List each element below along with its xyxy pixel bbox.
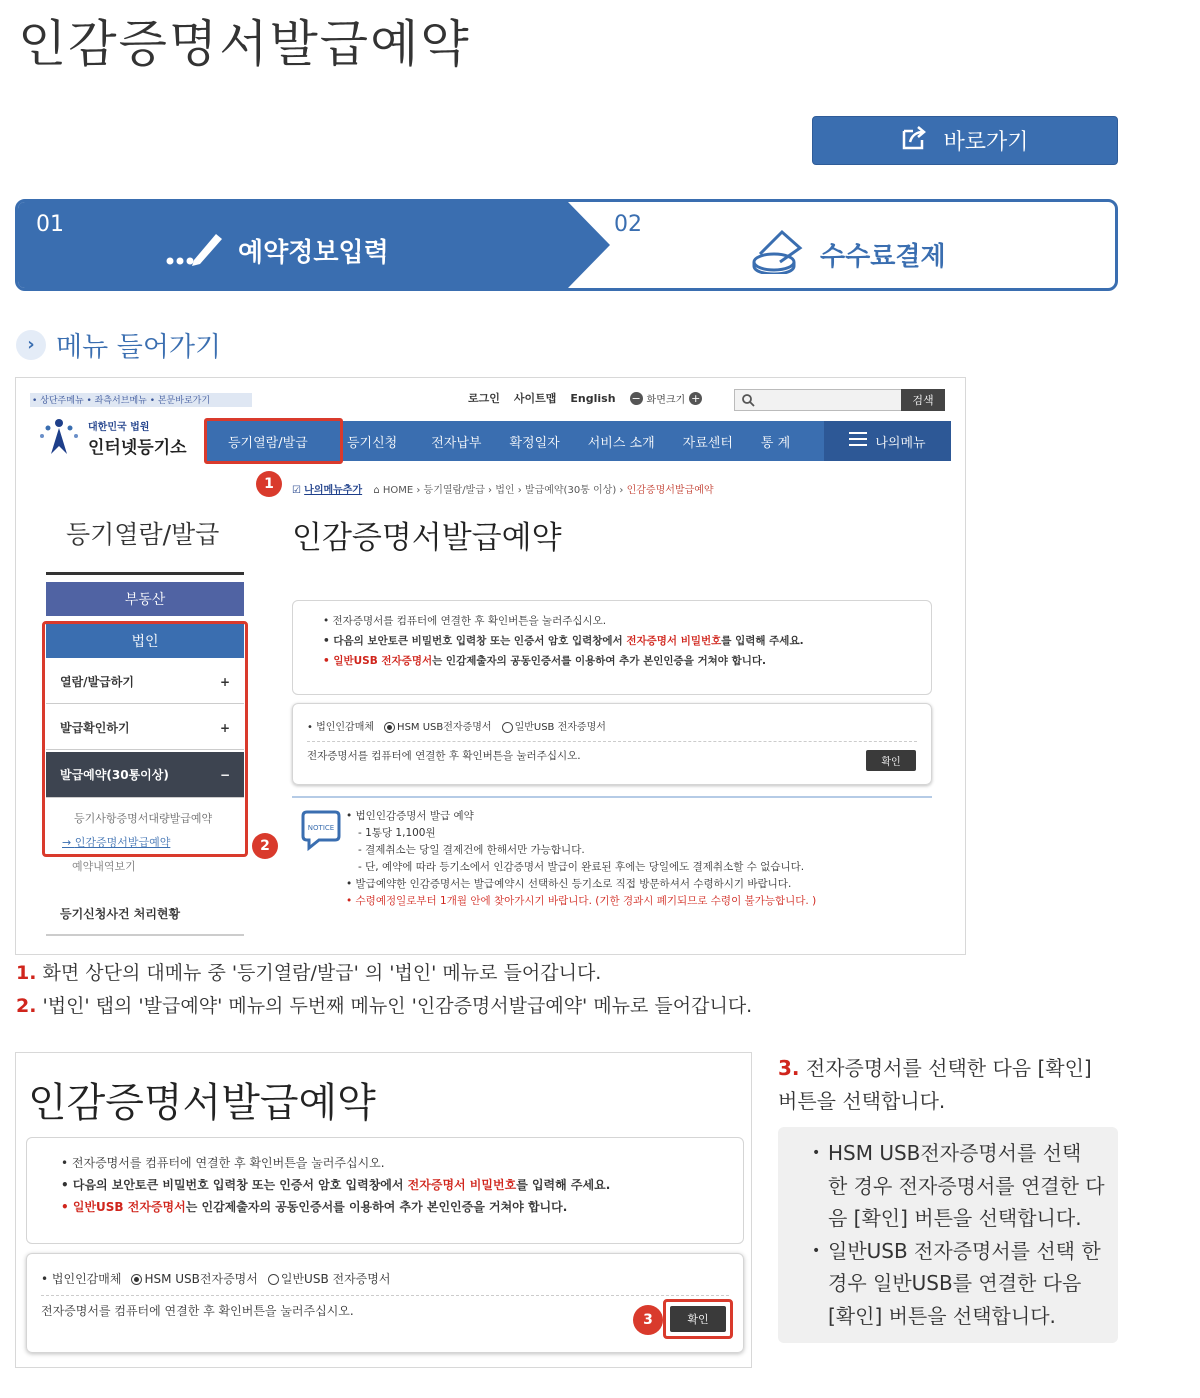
sitemap-link[interactable]: 사이트맵: [513, 392, 557, 405]
radio-hsm-usb[interactable]: [131, 1270, 257, 1287]
notes-list: [346, 808, 816, 910]
external-link-icon: [901, 125, 929, 157]
search-icon: [741, 392, 755, 411]
highlight-confirm: [663, 1299, 733, 1339]
radio-general-usb[interactable]: [502, 718, 606, 733]
info-line-2: [61, 1174, 709, 1196]
info-highlight: 전자증명서 비밀번호: [626, 635, 722, 647]
sidebar-tab-real-estate[interactable]: 부동산: [46, 582, 244, 616]
plus-icon: +: [219, 720, 230, 735]
info-text: • 다음의 보안토큰 비밀번호 입력창 또는 인증서 암호 입력창에서: [323, 635, 627, 647]
medium-row: [307, 718, 917, 733]
instruction-text: 전자증명서를 선택한 다음 [확인]: [799, 1056, 1092, 1080]
step-1-label: 예약정보입력: [238, 238, 389, 268]
content-title: 인감증명서발급예약: [28, 1080, 376, 1126]
info-text: 를 입력해 주세요.: [721, 635, 804, 647]
notice-icon: [299, 810, 343, 856]
note-item: - 결제취소는 당일 결제건에 한해서만 가능합니다.: [358, 844, 585, 856]
dashed-divider: [41, 1295, 729, 1296]
info-box: [292, 600, 932, 695]
step-2-label: 수수료결제: [820, 242, 946, 272]
section-divider: [292, 796, 932, 798]
step-1: [166, 228, 389, 273]
sidebar-item-label: 발급확인하기: [60, 721, 130, 735]
step-1-number: 01: [36, 212, 64, 237]
radio-hsm-label: HSM USB전자증명서: [397, 722, 492, 733]
chevron-right-icon: ›: [16, 330, 46, 360]
step-2: [750, 228, 946, 281]
top-links: [468, 390, 702, 406]
certificate-select-box: [292, 703, 932, 785]
highlight-sidebar-corporation: [42, 621, 248, 857]
instruction-3: [778, 1052, 1092, 1118]
note-item: - 단, 예약에 따라 등기소에서 인감증명서 발급이 완료된 후에는 당일에도 결제취소할 수 없습니다.: [358, 861, 805, 873]
nav-item-service-intro[interactable]: 서비스 소개: [587, 435, 655, 451]
sidebar-title: 등기열람/발급: [66, 520, 220, 549]
radio-general-usb[interactable]: [268, 1270, 391, 1287]
radio-empty-icon: [268, 1274, 279, 1285]
dashed-divider: [307, 741, 917, 742]
confirm-button[interactable]: 확인: [670, 1306, 726, 1332]
breadcrumb-path: HOME › 등기열람/발급 › 법인 › 발급예약(30통 이상) ›: [382, 485, 627, 496]
notice-label: NOTICE: [307, 824, 335, 832]
goto-button[interactable]: [812, 116, 1118, 165]
radio-selected-icon: [131, 1274, 142, 1285]
sidebar-divider: [46, 572, 244, 575]
skip-links[interactable]: • 상단주메뉴 • 좌측서브메뉴 • 본문바로가기: [30, 393, 252, 407]
highlight-nav-registry: [204, 418, 343, 464]
breadcrumb: [292, 481, 714, 496]
instruction-text: 화면 상단의 대메뉴 중 '등기열람/발급' 의 '법인' 메뉴로 들어갑니다.: [36, 962, 602, 984]
step-badge-2: 2: [252, 833, 278, 859]
pencil-icon: [166, 228, 226, 273]
nav-item-resource-center[interactable]: 자료센터: [682, 435, 733, 451]
tip-item: • 일반USB 전자증명서를 선택 한 경우 일반USB를 연결한 다음 [확인] 버튼을 선택합니다.: [808, 1235, 1106, 1333]
note-item: • 법인인감증명서 발급 예약: [346, 810, 474, 822]
info-text: • 다음의 보안토큰 비밀번호 입력창 또는 인증서 암호 입력창에서: [61, 1178, 408, 1192]
search-button[interactable]: 검색: [901, 389, 945, 411]
info-text: 는 인감제출자의 공동인증서를 이용하여 추가 본인인증을 거쳐야 합니다.: [185, 1200, 568, 1214]
note-item: - 1통당 1,100원: [358, 827, 436, 839]
connect-instruction: 전자증명서를 컴퓨터에 연결한 후 확인버튼을 눌러주십시오.: [41, 1304, 354, 1318]
screenshot-confirm: [15, 1052, 752, 1368]
instruction-number: 3.: [778, 1056, 800, 1080]
info-line-1: • 전자증명서를 컴퓨터에 연결한 후 확인버튼을 눌러주십시오.: [323, 615, 607, 627]
logo-small-text: 대한민국 법원: [88, 422, 150, 433]
sidebar-subitem-reservation-history[interactable]: 예약내역보기: [72, 860, 136, 873]
sidebar-subitem-seal-reservation[interactable]: → 인감증명서발급예약: [62, 836, 171, 849]
instruction-1: [16, 958, 601, 985]
radio-general-label: 일반USB 전자증명서: [280, 1272, 391, 1286]
info-line-3: [323, 651, 901, 671]
content-title: 인감증명서발급예약: [292, 520, 562, 556]
english-link[interactable]: English: [570, 391, 616, 405]
info-line-3: [61, 1196, 709, 1218]
nav-item-registry-view[interactable]: 등기열람/발급: [228, 435, 308, 451]
nav-item-registry-apply[interactable]: 등기신청: [347, 435, 398, 451]
step-badge-3: 3: [633, 1305, 663, 1335]
radio-empty-icon: [502, 722, 513, 733]
nav-item-statistics[interactable]: 통 계: [760, 435, 791, 451]
sidebar-item-label: 열람/발급하기: [60, 675, 134, 689]
menu-header-label: 메뉴 들어가기: [56, 332, 222, 363]
nav-item-fixed-date[interactable]: 확정일자: [509, 435, 560, 451]
radio-hsm-label: HSM USB전자증명서: [144, 1272, 258, 1286]
my-menu-label: 나의메뉴: [875, 435, 926, 451]
radio-general-label: 일반USB 전자증명서: [514, 722, 606, 733]
hamburger-icon: [849, 432, 867, 450]
sidebar-tab-corporation[interactable]: 법인: [46, 624, 244, 658]
info-line-2: [323, 631, 901, 651]
info-text: 는 인감제출자의 공동인증서를 이용하여 추가 본인인증을 거쳐야 합니다.: [432, 655, 766, 667]
instruction-text: '법인' 탭의 '발급예약' 메뉴의 두번째 메뉴인 '인감증명서발급예약' 메뉴로 들어갑니다.: [36, 995, 753, 1017]
screen-size-control[interactable]: [630, 391, 703, 406]
medium-row: [41, 1270, 729, 1287]
check-icon: ☑: [292, 485, 301, 496]
medium-label: • 법인인감매체: [307, 722, 375, 733]
add-my-menu-link[interactable]: 나의메뉴추가: [304, 485, 363, 496]
step-2-number: 02: [614, 212, 642, 237]
home-icon: ⌂: [373, 485, 380, 496]
login-link[interactable]: 로그인: [468, 392, 500, 405]
page-title: 인감증명서발급예약: [18, 15, 471, 73]
goto-label: 바로가기: [943, 130, 1029, 155]
info-highlight: • 일반USB 전자증명서: [61, 1200, 186, 1214]
breadcrumb-current: 인감증명서발급예약: [626, 485, 714, 496]
site-logo[interactable]: [36, 416, 187, 460]
instruction-number: 1.: [16, 962, 37, 984]
screen-size-label: 화면크기: [646, 394, 686, 406]
minus-icon: −: [219, 767, 230, 782]
info-highlight: • 일반USB 전자증명서: [323, 655, 433, 667]
court-logo-icon: [36, 416, 82, 460]
note-item-warning: • 수령예정일로부터 1개월 안에 찾아가시기 바랍니다. (기한 경과시 폐기되므로 수령이 불가능합니다. ): [346, 895, 817, 907]
info-text: 를 입력해 주세요.: [516, 1178, 611, 1192]
instruction-number: 2.: [16, 995, 37, 1017]
plus-icon: +: [219, 674, 230, 689]
medium-label: • 법인인감매체: [41, 1272, 122, 1286]
step-badge-1: 1: [256, 471, 282, 497]
zoom-in-icon[interactable]: +: [691, 391, 701, 405]
info-highlight: 전자증명서 비밀번호: [407, 1178, 517, 1192]
instruction-2: [16, 991, 752, 1018]
coins-icon: [750, 228, 806, 281]
tip-box: [778, 1127, 1118, 1343]
screenshot-menu-navigation: [15, 377, 966, 955]
tip-item: • HSM USB전자증명서를 선택 한 경우 전자증명서를 연결한 다음 [확인] 버튼을 선택합니다.: [808, 1137, 1106, 1235]
logo-big-text: 인터넷등기소: [88, 438, 187, 458]
nav-item-e-payment[interactable]: 전자납부: [431, 435, 482, 451]
note-item: • 발급예약한 인감증명서는 발급예약시 선택하신 등기소로 직접 방문하셔서 수령하시기 바랍니다.: [346, 878, 792, 890]
connect-instruction: 전자증명서를 컴퓨터에 연결한 후 확인버튼을 눌러주십시오.: [307, 750, 581, 762]
menu-section-header: [16, 325, 221, 364]
radio-hsm-usb[interactable]: [384, 718, 492, 733]
certificate-select-box: [26, 1253, 744, 1353]
info-line-1: • 전자증명서를 컴퓨터에 연결한 후 확인버튼을 눌러주십시오.: [61, 1156, 385, 1170]
radio-selected-icon: [384, 722, 395, 733]
step-indicator: [15, 199, 1118, 291]
sidebar-subitem-label: 인감증명서발급예약: [74, 836, 171, 849]
confirm-button[interactable]: 확인: [866, 750, 916, 771]
sidebar-subitem-bulk-reservation[interactable]: 등기사항증명서대량발급예약: [74, 812, 213, 825]
instruction-text-2: 버튼을 선택합니다.: [778, 1089, 946, 1113]
zoom-out-icon[interactable]: −: [631, 391, 641, 405]
my-menu-button[interactable]: [824, 421, 951, 461]
sidebar-item-case-status[interactable]: 등기신청사건 처리현황: [46, 892, 244, 936]
sidebar-item-label: 발급예약(30통이상): [60, 768, 169, 782]
info-box: [26, 1137, 744, 1244]
